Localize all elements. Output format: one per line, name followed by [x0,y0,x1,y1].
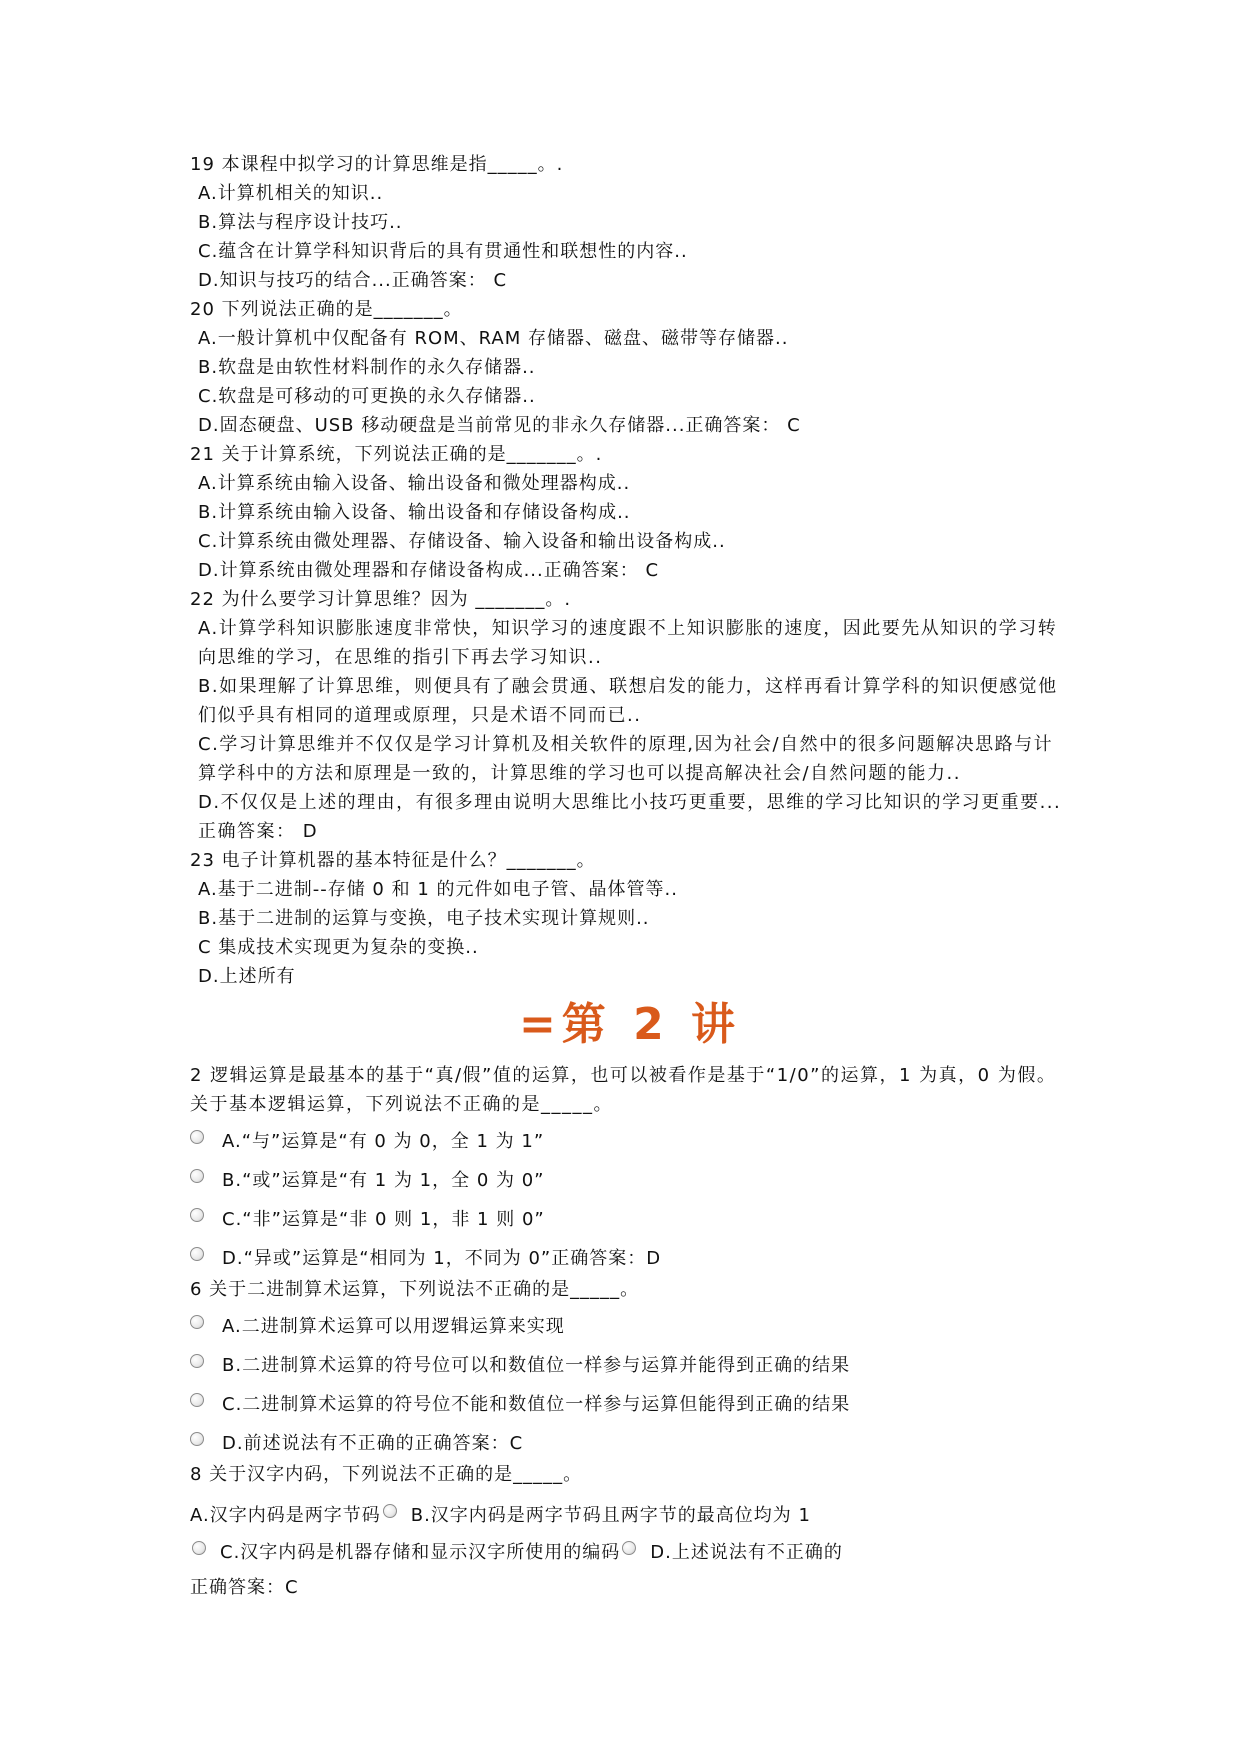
radio-button-icon[interactable] [622,1541,636,1555]
q2-choice-d[interactable] [190,1244,1070,1273]
question-2: 2 逻辑运算是最基本的基于“真/假”值的运算，也可以被看作是基于“1/0”的运算，1 为真，0 为假。关于基本逻辑运算，下列说法不正确的是_____。 [190,1065,1057,1115]
q8-choices-row-1 [190,1501,1070,1530]
q21-option-a: A.计算系统由输入设备、输出设备和微处理器构成.. [198,473,631,494]
q6-choice-d[interactable] [190,1429,1070,1458]
q20-option-b: B.软盘是由软性材料制作的永久存储器.. [198,357,536,378]
radio-button-icon[interactable] [190,1130,204,1144]
radio-button-icon[interactable] [190,1432,204,1446]
question-20: 20 下列说法正确的是_______。 [190,299,463,320]
q6-choice-b[interactable] [190,1351,1070,1380]
radio-button-icon[interactable] [383,1504,397,1518]
q23-option-b: B.基于二进制的运算与变换，电子技术实现计算规则.. [198,908,650,929]
q2-choice-c[interactable] [190,1205,1070,1234]
radio-button-icon[interactable] [190,1247,204,1261]
q6-choice-c[interactable] [190,1390,1070,1419]
q6-option-c: C.二进制算术运算的符号位不能和数值位一样参与运算但能得到正确的结果 [222,1394,851,1415]
q23-option-a: A.基于二进制--存储 0 和 1 的元件如电子管、晶体管等.. [198,879,678,900]
q2-option-a: A.“与”运算是“有 0 为 0，全 1 为 1” [222,1131,545,1152]
q20-option-c: C.软盘是可移动的可更换的永久存储器.. [198,386,536,407]
q21-option-d: D.计算系统由微处理器和存储设备构成...正确答案： C [198,560,660,581]
q2-choice-b[interactable] [190,1166,1070,1195]
radio-button-icon[interactable] [190,1169,204,1183]
q19-option-a: A.计算机相关的知识.. [198,183,384,204]
q23-option-c: C 集成技术实现更为复杂的变换.. [198,937,479,958]
question-6: 6 关于二进制算术运算，下列说法不正确的是_____。 [190,1279,640,1300]
question-19: 19 本课程中拟学习的计算思维是指_____。. [190,154,564,175]
radio-button-icon[interactable] [190,1393,204,1407]
q2-option-d: D.“异或”运算是“相同为 1，不同为 0”正确答案：D [222,1248,662,1269]
radio-button-icon[interactable] [190,1354,204,1368]
q8-option-a: A.汉字内码是两字节码 [190,1505,381,1526]
q6-choice-a[interactable] [190,1312,1070,1341]
question-8: 8 关于汉字内码，下列说法不正确的是_____。 [190,1464,583,1485]
q19-option-c: C.蕴含在计算学科知识背后的具有贯通性和联想性的内容.. [198,241,688,262]
q21-option-b: B.计算系统由输入设备、输出设备和存储设备构成.. [198,502,631,523]
q19-option-b: B.算法与程序设计技巧.. [198,212,403,233]
radio-button-icon[interactable] [190,1315,204,1329]
radio-button-icon[interactable] [190,1208,204,1222]
q6-option-d: D.前述说法有不正确的正确答案：C [222,1433,524,1454]
question-23: 23 电子计算机器的基本特征是什么？_______。 [190,850,596,871]
lecture-heading: =第 2 讲 [518,999,742,1050]
q22-option-d: D.不仅仅是上述的理由，有很多理由说明大思维比小技巧更重要，思维的学习比知识的学习更重要...正确答案： D [198,792,1062,842]
q2-choice-a[interactable] [190,1127,1070,1156]
radio-button-icon[interactable] [192,1541,206,1555]
question-21: 21 关于计算系统，下列说法正确的是_______。. [190,444,603,465]
q8-answer: 正确答案：C [190,1577,299,1598]
q2-option-b: B.“或”运算是“有 1 为 1，全 0 为 0” [222,1170,545,1191]
document-content [190,150,1070,1602]
q8-option-d: D.上述说法有不正确的 [650,1542,843,1563]
q6-option-b: B.二进制算术运算的符号位可以和数值位一样参与运算并能得到正确的结果 [222,1355,851,1376]
q20-option-d: D.固态硬盘、USB 移动硬盘是当前常见的非永久存储器...正确答案： C [198,415,801,436]
q22-option-c: C.学习计算思维并不仅仅是学习计算机及相关软件的原理,因为社会/自然中的很多问题解决思路与计算学科中的方法和原理是一致的，计算思维的学习也可以提高解决社会/自然问题的能力.. [198,734,1054,784]
q8-choices-row-2 [190,1538,1070,1567]
q20-option-a: A.一般计算机中仅配备有 ROM、RAM 存储器、磁盘、磁带等存储器.. [198,328,789,349]
q8-option-b: B.汉字内码是两字节码且两字节的最高位均为 1 [410,1505,811,1526]
q22-option-b: B.如果理解了计算思维，则便具有了融会贯通、联想启发的能力，这样再看计算学科的知识便感觉他们似乎具有相同的道理或原理，只是术语不同而已.. [198,676,1058,726]
q2-option-c: C.“非”运算是“非 0 则 1，非 1 则 0” [222,1209,545,1230]
q21-option-c: C.计算系统由微处理器、存储设备、输入设备和输出设备构成.. [198,531,726,552]
q6-option-a: A.二进制算术运算可以用逻辑运算来实现 [222,1316,565,1337]
q23-option-d: D.上述所有 [198,966,296,987]
question-22: 22 为什么要学习计算思维？因为 _______。. [190,589,572,610]
q22-option-a: A.计算学科知识膨胀速度非常快，知识学习的速度跟不上知识膨胀的速度，因此要先从知识的学习转向思维的学习，在思维的指引下再去学习知识.. [198,618,1058,668]
q19-option-d: D.知识与技巧的结合...正确答案： C [198,270,508,291]
q8-option-c: C.汉字内码是机器存储和显示汉字所使用的编码 [220,1542,621,1563]
